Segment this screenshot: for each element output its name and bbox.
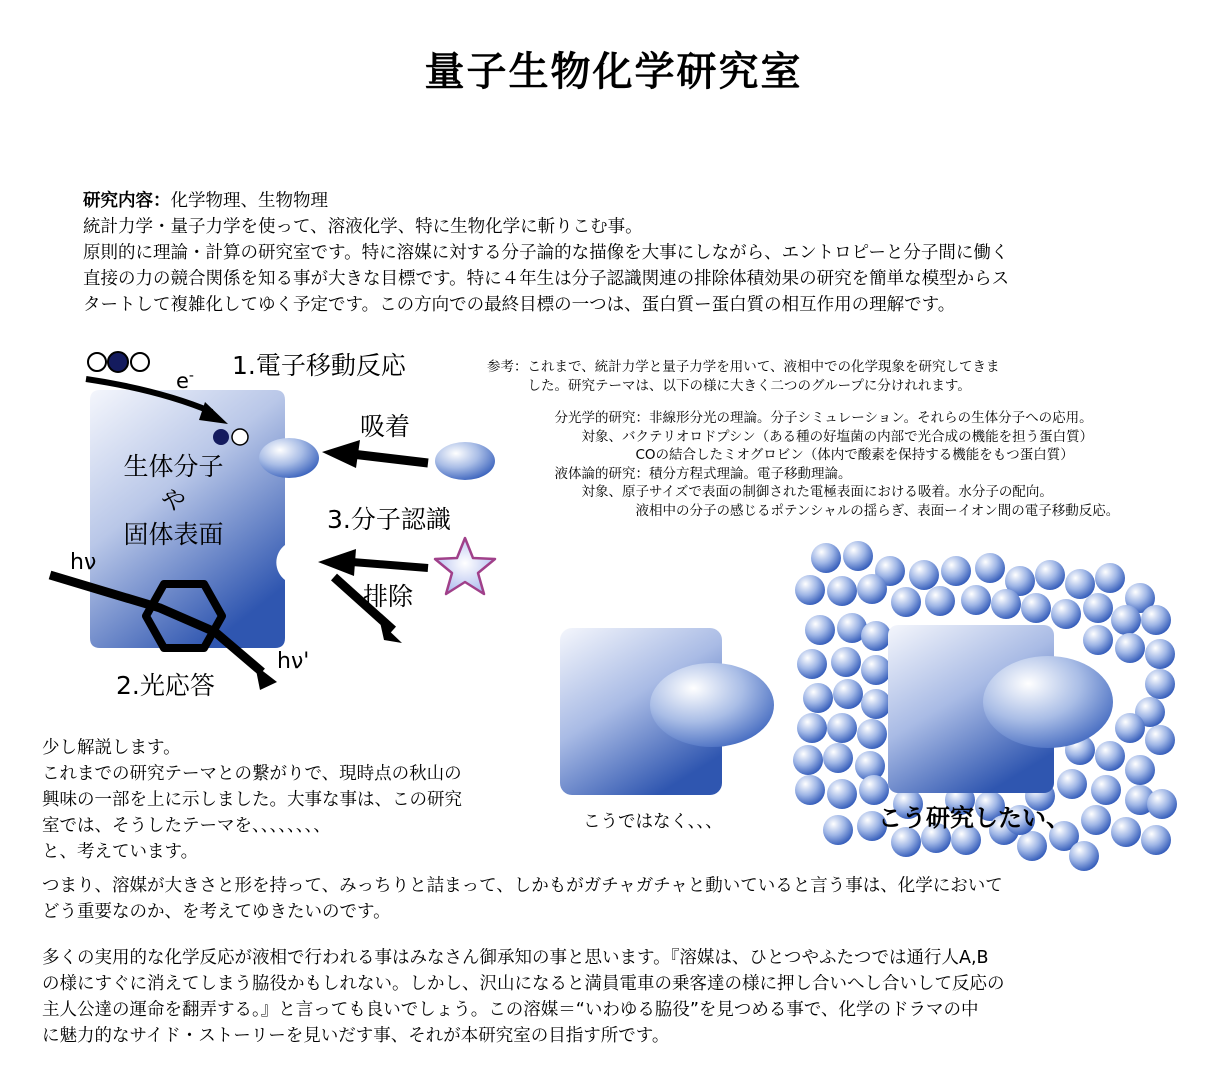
solvent-sphere xyxy=(861,655,891,685)
label-photo-response: 2.光応答 xyxy=(116,671,215,700)
research-intro xyxy=(83,188,1193,318)
commentary xyxy=(42,735,562,865)
solvent-sphere xyxy=(1083,593,1113,623)
solvent-sphere xyxy=(823,743,853,773)
atom-left xyxy=(88,353,106,371)
solvent-sphere xyxy=(1083,625,1113,655)
solvent-sphere xyxy=(1147,789,1177,819)
adsorbed-molecule xyxy=(259,438,319,478)
intro-heading-text: 化学物理、生物物理 xyxy=(170,191,328,211)
label-bio-line-1: 生体分子 xyxy=(123,452,224,481)
solvent-sphere xyxy=(797,649,827,679)
intro-line-2: 原則的に理論・計算の研究室です。特に溶媒に対する分子論的な描像を大事にしながら、エントロピーと分子間に働く xyxy=(83,243,1009,263)
solvent-sphere xyxy=(1141,825,1171,855)
solvent-sphere xyxy=(803,683,833,713)
atom-right xyxy=(131,353,149,371)
solvent-sphere xyxy=(1035,560,1065,590)
solvent-sphere xyxy=(823,815,853,845)
ref-line-4: 対象、バクテリオロドプシン（ある種の好塩菌の内部で光合成の機能を担う蛋白質） xyxy=(487,428,1094,445)
para2-line-4: に魅力的なサイド・ストーリーを見いだす事、それが本研究室の目指す所です。 xyxy=(42,1026,670,1046)
solvent-sphere xyxy=(1057,769,1087,799)
solvent-sphere xyxy=(811,543,841,573)
ligand-solvated xyxy=(983,656,1113,748)
recognition-star xyxy=(435,538,495,594)
solvent-sphere xyxy=(1017,831,1047,861)
solvent-sphere xyxy=(827,713,857,743)
adsorption-arrow xyxy=(352,454,428,463)
para2-line-3: 主人公達の運命を翻弄する。』と言っても良いでしょう。この溶媒＝“いわゆる脇役”を見つめる事で、化学のドラマの中 xyxy=(42,1000,979,1020)
exclusion-arrow xyxy=(352,562,428,568)
solvent-sphere xyxy=(891,587,921,617)
label-bio-line-3: 固体表面 xyxy=(123,520,224,549)
ref-line-8: 液相中の分子の感じるポテンシャルの揺らぎ、表面ーイオン間の電子移動反応。 xyxy=(487,502,1120,519)
comment-line-3: 興味の一部を上に示しました。大事な事は、この研究 xyxy=(42,790,462,810)
comment-line-4: 室では、そうしたテーマを、、、、、、、、 xyxy=(42,816,331,836)
incoming-molecule xyxy=(435,442,495,480)
solvent-sphere xyxy=(1081,805,1111,835)
ref-line-7: 対象、原子サイズで表面の制御された電極表面における吸着。水分子の配向。 xyxy=(487,484,1053,500)
solvent-sphere xyxy=(1115,633,1145,663)
intro-heading-label: 研究内容： xyxy=(83,191,171,211)
para1-line-1: つまり、溶媒が大きさと形を持って、みっちりと詰まって、しかもがガチャガチャと動いていると言う事は、化学において xyxy=(42,876,1003,896)
ref-line-5: COの結合したミオグロビン（体内で酸素を保持する機能をもつ蛋白質） xyxy=(487,447,1074,463)
label-adsorption: 吸着 xyxy=(360,412,411,441)
solvent-sphere xyxy=(1051,599,1081,629)
atom-center xyxy=(108,352,128,372)
paragraph-side-story xyxy=(42,945,1212,1049)
solvent-sphere xyxy=(827,576,857,606)
intro-line-1: 統計力学・量子力学を使って、溶液化学、特に生物化学に斬りこむ事。 xyxy=(83,217,643,237)
solvent-sphere xyxy=(861,621,891,651)
label-electron-transfer: 1.電子移動反応 xyxy=(232,351,406,380)
ligand-plain xyxy=(650,663,774,747)
label-hv: hν xyxy=(70,550,97,575)
solvent-sphere xyxy=(793,745,823,775)
solvent-sphere xyxy=(795,775,825,805)
solvent-sphere xyxy=(1111,817,1141,847)
solvent-sphere xyxy=(861,689,891,719)
solvent-sphere xyxy=(941,556,971,586)
solvent-sphere xyxy=(1141,605,1171,635)
solvent-sphere xyxy=(805,615,835,645)
reference-notes xyxy=(487,358,1207,520)
ref-line-2: した。研究テーマは、以下の様に大きく二つのグループに分けれれます。 xyxy=(487,377,971,394)
solvent-sphere xyxy=(827,779,857,809)
surface-atom-dark xyxy=(213,429,229,445)
solvent-sphere xyxy=(961,585,991,615)
label-hv-prime: hν' xyxy=(277,649,310,674)
comment-line-5: と、考えています。 xyxy=(42,842,199,862)
surface-atom-light xyxy=(232,429,248,445)
comment-line-2: これまでの研究テーマとの繋がりで、現時点の秋山の xyxy=(42,764,462,784)
solvent-sphere xyxy=(843,541,873,571)
solvent-sphere xyxy=(831,647,861,677)
label-bio-line-2: や xyxy=(160,486,186,515)
para2-line-1: 多くの実用的な化学反応が液相で行われる事はみなさん御承知の事と思います。『溶媒は、ひとつやふたつでは通行人A,B xyxy=(42,948,989,968)
para1-line-2: どう重要なのか、を考えてゆきたいのです。 xyxy=(42,902,391,922)
intro-line-3: 直接の力の競合関係を知る事が大きな目標です。特に４年生は分子認識関連の排除体積効果の研究を簡単な模型からス xyxy=(83,269,1010,289)
solvent-sphere xyxy=(909,560,939,590)
page-title: 量子生物化学研究室 xyxy=(424,49,803,95)
label-electron xyxy=(176,368,194,393)
solvent-sphere xyxy=(1069,841,1099,871)
ref-line-1: 参考：これまで、統計力学と量子力学を用いて、液相中での化学現象を研究してきま xyxy=(487,359,1000,375)
solvent-sphere xyxy=(925,586,955,616)
solvent-sphere xyxy=(1095,563,1125,593)
solvent-sphere xyxy=(1125,755,1155,785)
solvent-sphere xyxy=(833,679,863,709)
ref-line-3: 分光学的研究：非線形分光の理論。分子シミュレーション。それらの生体分子への応用。 xyxy=(487,410,1093,426)
ref-line-6: 液体論的研究：積分方程式理論。電子移動理論。 xyxy=(487,465,852,482)
label-electron-charge: - xyxy=(188,368,194,384)
label-exclusion: 排除 xyxy=(363,582,414,611)
para2-line-2: の様にすぐに消えてしまう脇役かもしれない。しかし、沢山になると満員電車の乗客達の様に押し合いへし合いして反応の xyxy=(42,974,1005,994)
label-bio-molecule xyxy=(116,450,231,552)
solvent-sphere xyxy=(1145,725,1175,755)
solvent-sphere xyxy=(1115,713,1145,743)
comment-line-1: 少し解説します。 xyxy=(42,738,181,758)
caption-want-this: こう研究したい、 xyxy=(878,804,1070,832)
solvent-sphere xyxy=(1095,741,1125,771)
solvent-sphere xyxy=(1021,593,1051,623)
paragraph-solvent-importance xyxy=(42,873,1212,925)
label-electron-symbol: e xyxy=(176,369,189,393)
caption-not-this: こうではなく、、、 xyxy=(583,812,723,832)
label-molecular-recognition: 3.分子認識 xyxy=(327,505,451,534)
solvent-sphere xyxy=(795,575,825,605)
solvent-sphere xyxy=(1145,639,1175,669)
solvent-sphere xyxy=(1111,605,1141,635)
solvent-sphere xyxy=(1091,775,1121,805)
solvent-sphere xyxy=(857,574,887,604)
solvent-sphere xyxy=(975,553,1005,583)
solvent-sphere xyxy=(1145,669,1175,699)
solvent-sphere xyxy=(797,713,827,743)
intro-line-4: タートして複雑化してゆく予定です。この方向での最終目標の一つは、蛋白質ー蛋白質の相互作用の理解です。 xyxy=(83,295,956,315)
solvent-sphere xyxy=(857,719,887,749)
solvent-sphere xyxy=(991,589,1021,619)
solvent-sphere xyxy=(1065,569,1095,599)
